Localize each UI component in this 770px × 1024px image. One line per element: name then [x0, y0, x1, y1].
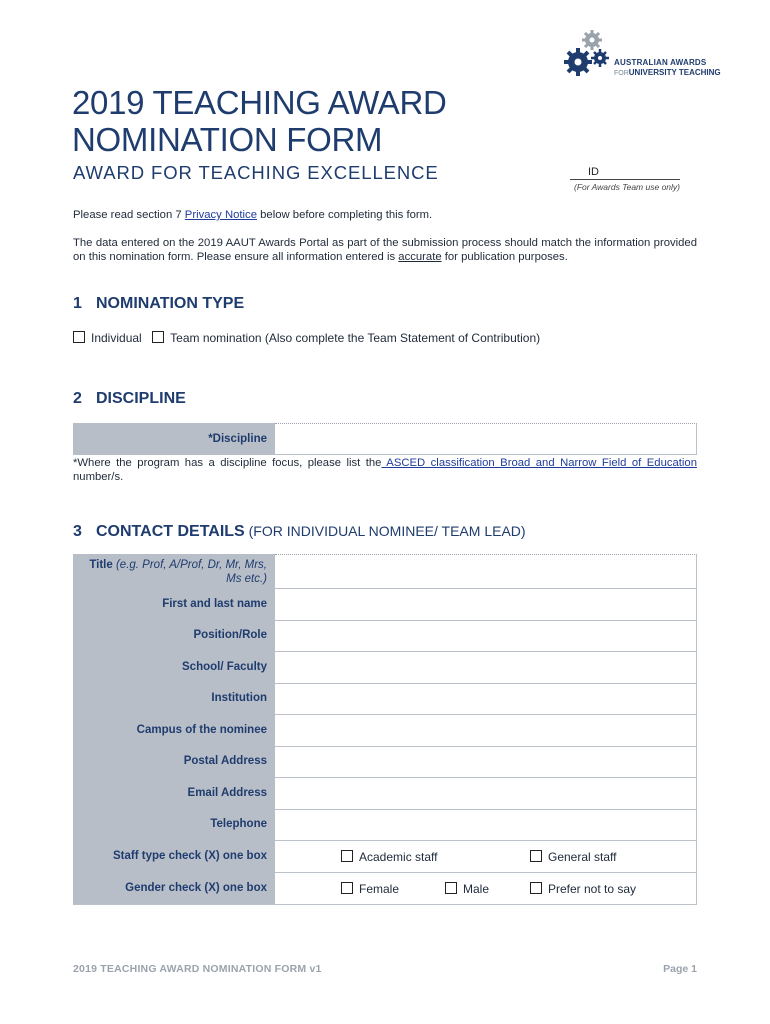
section-number: 1 [73, 295, 82, 312]
section-title-extra: (FOR INDIVIDUAL NOMINEE/ TEAM LEAD) [244, 523, 526, 539]
staff-type-cell [275, 840, 697, 872]
position-role-input[interactable] [275, 620, 697, 651]
prefer-not-to-say-option [530, 882, 636, 896]
staff-type-label: Staff type check (X) one box [112, 850, 267, 862]
id-field[interactable]: ID [570, 166, 680, 180]
id-block [570, 166, 680, 192]
section-contact-details-heading [73, 523, 526, 541]
individual-checkbox[interactable] [73, 331, 85, 343]
logo-text-for: FOR [614, 70, 629, 77]
academic-staff-checkbox[interactable] [341, 850, 353, 862]
title-input[interactable] [275, 554, 697, 588]
intro-text: for publication purposes. [441, 251, 568, 263]
gender-cell [275, 872, 697, 904]
school-faculty-label: School/ Faculty [182, 661, 267, 673]
discipline-label: *Discipline [73, 423, 275, 455]
nomination-type-options [73, 329, 546, 347]
campus-input[interactable] [275, 714, 697, 746]
position-role-label: Position/Role [193, 629, 267, 641]
logo-text-line2 [614, 68, 721, 77]
discipline-note-text: *Where the program has a discipline focus, please list the [73, 457, 382, 469]
contact-details-table [73, 554, 697, 905]
section-title: NOMINATION TYPE [96, 295, 245, 312]
section-title: DISCIPLINE [96, 390, 186, 407]
telephone-label: Telephone [210, 818, 267, 830]
discipline-row [73, 423, 697, 455]
individual-label: Individual [91, 331, 142, 345]
general-staff-label: General staff [548, 850, 617, 864]
first-last-name-label: First and last name [162, 598, 267, 610]
postal-address-label: Postal Address [183, 755, 267, 767]
discipline-note [73, 456, 697, 484]
first-last-name-input[interactable] [275, 588, 697, 620]
female-label: Female [359, 882, 400, 896]
female-option [341, 882, 399, 896]
id-note: (For Awards Team use only) [574, 182, 680, 192]
title-hint: (e.g. Prof, A/Prof, Dr, Mr, Mrs, Ms etc.) [112, 559, 267, 585]
general-staff-option [530, 850, 616, 864]
page-subtitle: AWARD FOR TEACHING EXCELLENCE [73, 162, 439, 183]
female-checkbox[interactable] [341, 882, 353, 894]
discipline-note-text: number/s. [73, 471, 124, 483]
male-label: Male [463, 882, 490, 896]
accurate-emphasis: accurate [398, 251, 442, 263]
prefer-not-to-say-checkbox[interactable] [530, 882, 542, 894]
intro-text: The data entered on the 2019 AAUT Awards Portal as part of the submission process should match the information provided on this nomination form. Please ensure all information entered is [73, 237, 697, 263]
gender-label: Gender check (X) one box [125, 882, 267, 894]
institution-input[interactable] [275, 683, 697, 714]
title-label: Title [89, 559, 113, 571]
campus-label: Campus of the nominee [136, 724, 267, 736]
footer-form-name: 2019 TEACHING AWARD NOMINATION FORM v1 [73, 963, 322, 975]
team-nomination-checkbox[interactable] [152, 331, 164, 343]
page-title-line2: NOMINATION FORM [72, 121, 383, 158]
page-title [72, 84, 447, 158]
section-discipline-heading [73, 390, 186, 408]
email-address-label: Email Address [187, 787, 267, 799]
general-staff-checkbox[interactable] [530, 850, 542, 862]
section-title: CONTACT DETAILS [96, 523, 245, 540]
intro-paragraph-2 [73, 236, 697, 264]
section-number: 3 [73, 523, 82, 540]
telephone-input[interactable] [275, 809, 697, 840]
page-title-line1: 2019 TEACHING AWARD [72, 84, 447, 121]
logo [560, 28, 721, 84]
section-number: 2 [73, 390, 82, 407]
email-address-input[interactable] [275, 777, 697, 809]
team-nomination-label: Team nomination (Also complete the Team Statement of Contribution) [170, 331, 541, 345]
academic-staff-label: Academic staff [359, 850, 438, 864]
postal-address-input[interactable] [275, 746, 697, 777]
logo-text-university: UNIVERSITY TEACHING [628, 68, 721, 77]
section-nomination-type-heading [73, 295, 244, 313]
intro-text: below before completing this form. [257, 209, 433, 221]
academic-staff-option [341, 850, 437, 864]
privacy-notice-link[interactable]: Privacy Notice [184, 209, 257, 221]
discipline-input[interactable] [275, 423, 697, 455]
logo-text-line1: AUSTRALIAN AWARDS [614, 58, 707, 67]
prefer-not-to-say-label: Prefer not to say [548, 882, 637, 896]
footer-page-number: Page 1 [663, 963, 697, 975]
intro-text: Please read section 7 [73, 209, 185, 221]
male-option [445, 882, 489, 896]
school-faculty-input[interactable] [275, 651, 697, 683]
male-checkbox[interactable] [445, 882, 457, 894]
intro-paragraph-1 [73, 208, 697, 222]
asced-classification-link[interactable]: ASCED classification Broad and Narrow Field of Education [381, 457, 697, 469]
gears-icon [560, 28, 614, 84]
title-field-label [73, 556, 275, 588]
institution-label: Institution [211, 692, 267, 704]
